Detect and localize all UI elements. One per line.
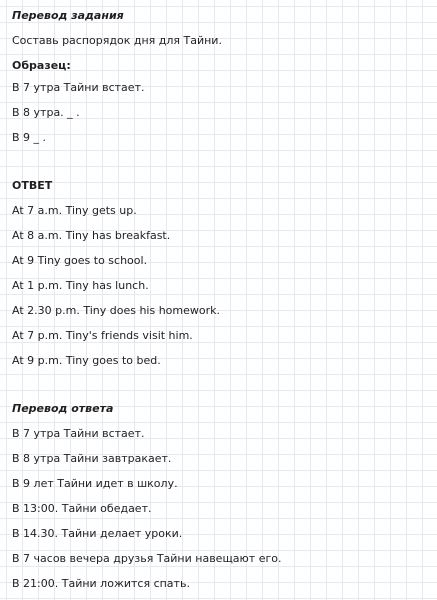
translation-line: В 21:00. Тайни ложится спать. [12, 577, 190, 590]
translation-line: В 7 часов вечера друзья Тайни навещают его. [12, 552, 282, 565]
answer-line: At 9 p.m. Tiny goes to bed. [12, 354, 161, 367]
sample-line: В 8 утра. _ . [12, 106, 80, 119]
sample-line: В 7 утра Тайни встает. [12, 81, 145, 94]
translation-line: В 9 лет Тайни идет в школу. [12, 477, 178, 490]
translation-line: В 14.30. Тайни делает уроки. [12, 527, 183, 540]
sample-label: Образец: [12, 59, 71, 72]
answer-line: At 7 a.m. Tiny gets up. [12, 204, 137, 217]
answer-line: At 1 p.m. Tiny has lunch. [12, 279, 149, 292]
translation-line: В 7 утра Тайни встает. [12, 427, 145, 440]
answer-line: At 8 a.m. Tiny has breakfast. [12, 229, 171, 242]
answer-heading: ОТВЕТ [12, 179, 53, 192]
answer-translation-section [12, 402, 430, 591]
translation-line: В 8 утра Тайни завтракает. [12, 452, 172, 465]
task-translation-heading: Перевод задания [12, 9, 124, 22]
answer-section [12, 179, 430, 368]
sample-line: В 9 _ . [12, 131, 47, 144]
answer-line: At 9 Tiny goes to school. [12, 254, 148, 267]
answer-line: At 7 p.m. Tiny's friends visit him. [12, 329, 193, 342]
task-instruction: Составь распорядок дня для Тайни. [12, 34, 222, 47]
translation-line: В 13:00. Тайни обедает. [12, 502, 152, 515]
answer-line: At 2.30 p.m. Tiny does his homework. [12, 304, 220, 317]
task-translation-section [12, 9, 430, 145]
document-page [12, 9, 430, 591]
answer-translation-heading: Перевод ответа [12, 402, 114, 415]
